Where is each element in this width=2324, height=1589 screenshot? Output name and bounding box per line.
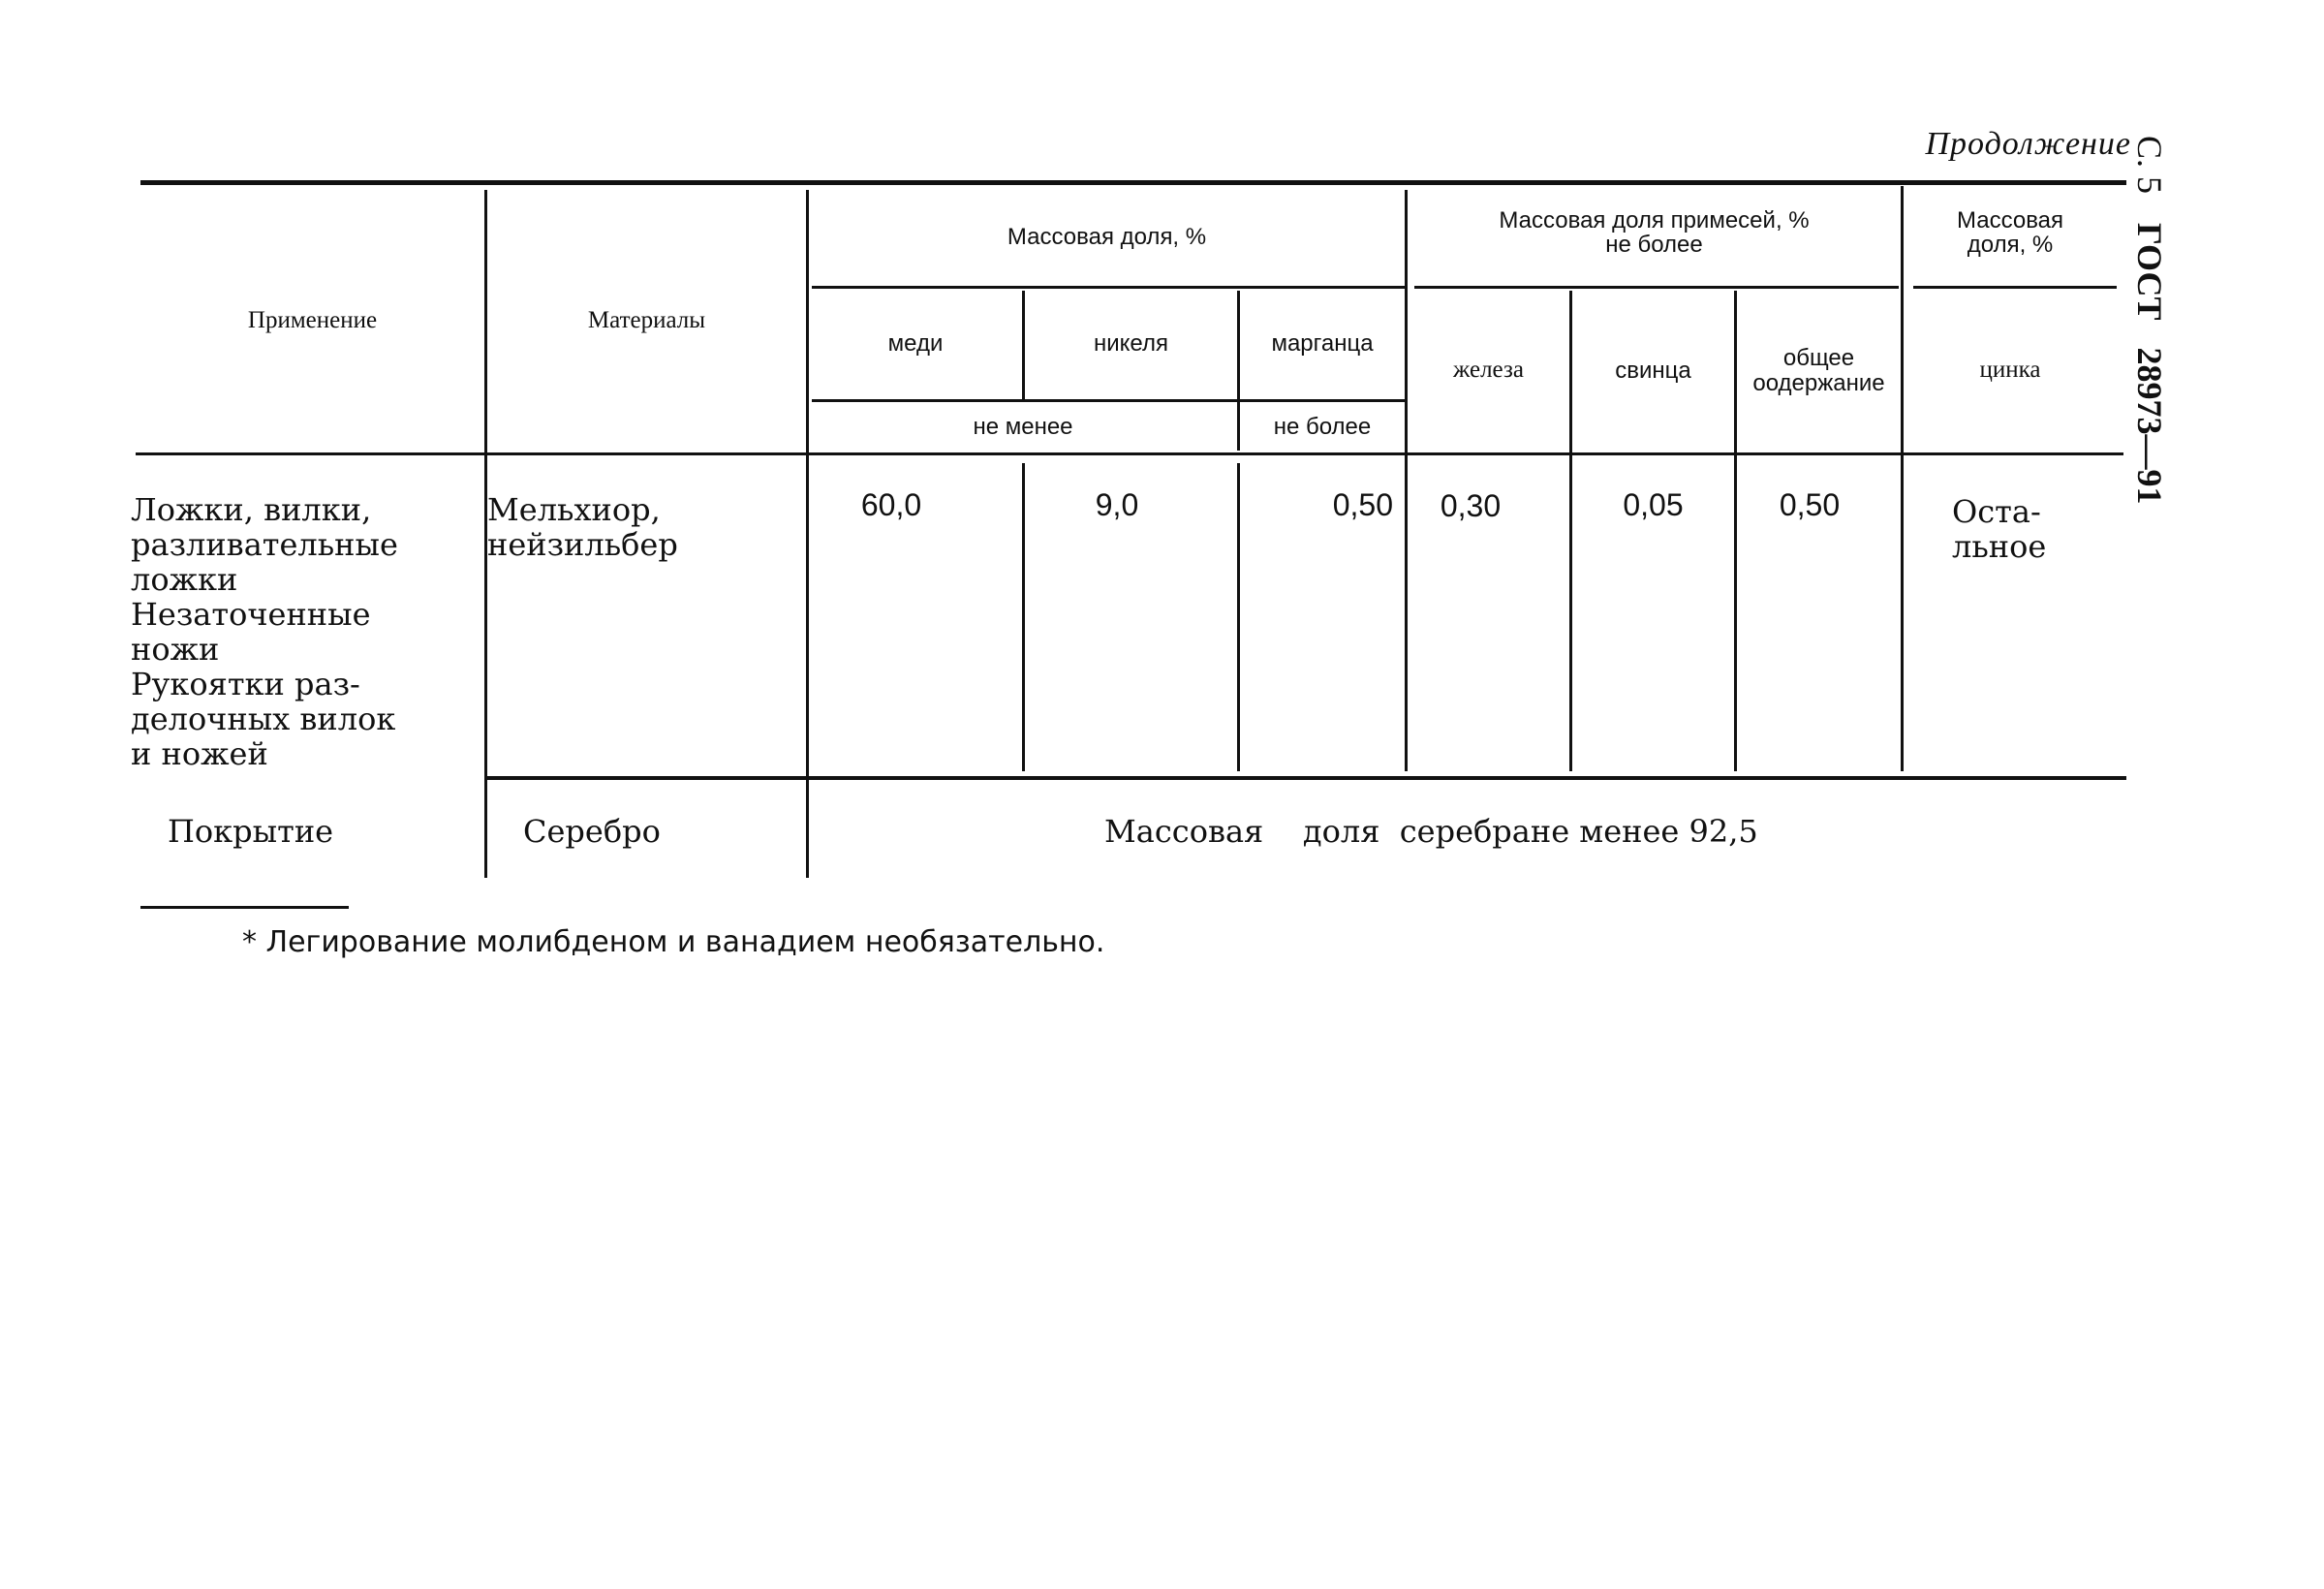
row1-total: 0,50 bbox=[1779, 487, 1841, 522]
header-impurities: Массовая доля примесей, % не более bbox=[1499, 206, 1810, 258]
col-divider-8 bbox=[1901, 186, 1904, 771]
header-mass-fraction: Массовая доля, % bbox=[1007, 224, 1207, 251]
page-number: С. 5 bbox=[2130, 136, 2169, 195]
row2-application: Покрытие bbox=[168, 813, 334, 850]
header-nickel: никеля bbox=[1094, 330, 1168, 358]
header-not-less: не менее bbox=[973, 414, 1073, 441]
col-divider-5 bbox=[1405, 190, 1408, 771]
header-application: Применение bbox=[247, 306, 378, 333]
row1-manganese: 0,50 bbox=[1332, 487, 1393, 522]
footnote-rule bbox=[140, 906, 349, 909]
header-zinc: цинка bbox=[1979, 357, 2041, 384]
header-manganese: марганца bbox=[1271, 330, 1374, 358]
header-not-more: не более bbox=[1273, 414, 1372, 441]
header-divider-mass bbox=[812, 286, 1405, 289]
header-mass-fraction-zinc: Массовая доля, % bbox=[1956, 206, 2064, 258]
table-top-rule bbox=[140, 180, 2126, 185]
header-bottom-rule bbox=[136, 452, 2123, 455]
row1-nickel: 9,0 bbox=[1095, 487, 1139, 522]
header-total: общее оодержание bbox=[1752, 345, 1885, 396]
header-iron: железа bbox=[1453, 357, 1524, 384]
row-divider bbox=[484, 776, 2126, 780]
header-copper: меди bbox=[887, 330, 944, 358]
row1-iron: 0,30 bbox=[1440, 488, 1502, 523]
row1-copper: 60,0 bbox=[860, 487, 922, 522]
row1-zinc: Оста- льное bbox=[1952, 493, 2047, 565]
continuation-label: Продолжение bbox=[1925, 126, 2131, 162]
page-side-label bbox=[2130, 136, 2199, 601]
header-lead: свинца bbox=[1615, 357, 1691, 384]
gost-number: 28973—91 bbox=[2130, 347, 2169, 505]
header-materials: Материалы bbox=[587, 306, 706, 333]
row2-materials: Серебро bbox=[523, 813, 661, 850]
footnote: * Легирование молибденом и ванадием необязательно. bbox=[242, 925, 1105, 959]
header-divider-impurities bbox=[1414, 286, 1899, 289]
row2-note: Массовая доля серебране менее 92,5 bbox=[1104, 813, 1758, 850]
row1-lead: 0,05 bbox=[1623, 487, 1684, 522]
header-divider-zinc bbox=[1913, 286, 2117, 289]
row1-application: Ложки, вилки, разливательные ложки Незаточенные ножи Рукоятки раз- делочных вилок и ножей bbox=[131, 491, 398, 772]
header-divider-units bbox=[812, 399, 1405, 402]
row1-materials: Мельхиор, нейзильбер bbox=[487, 491, 678, 563]
gost-label: ГОСТ bbox=[2130, 223, 2169, 321]
